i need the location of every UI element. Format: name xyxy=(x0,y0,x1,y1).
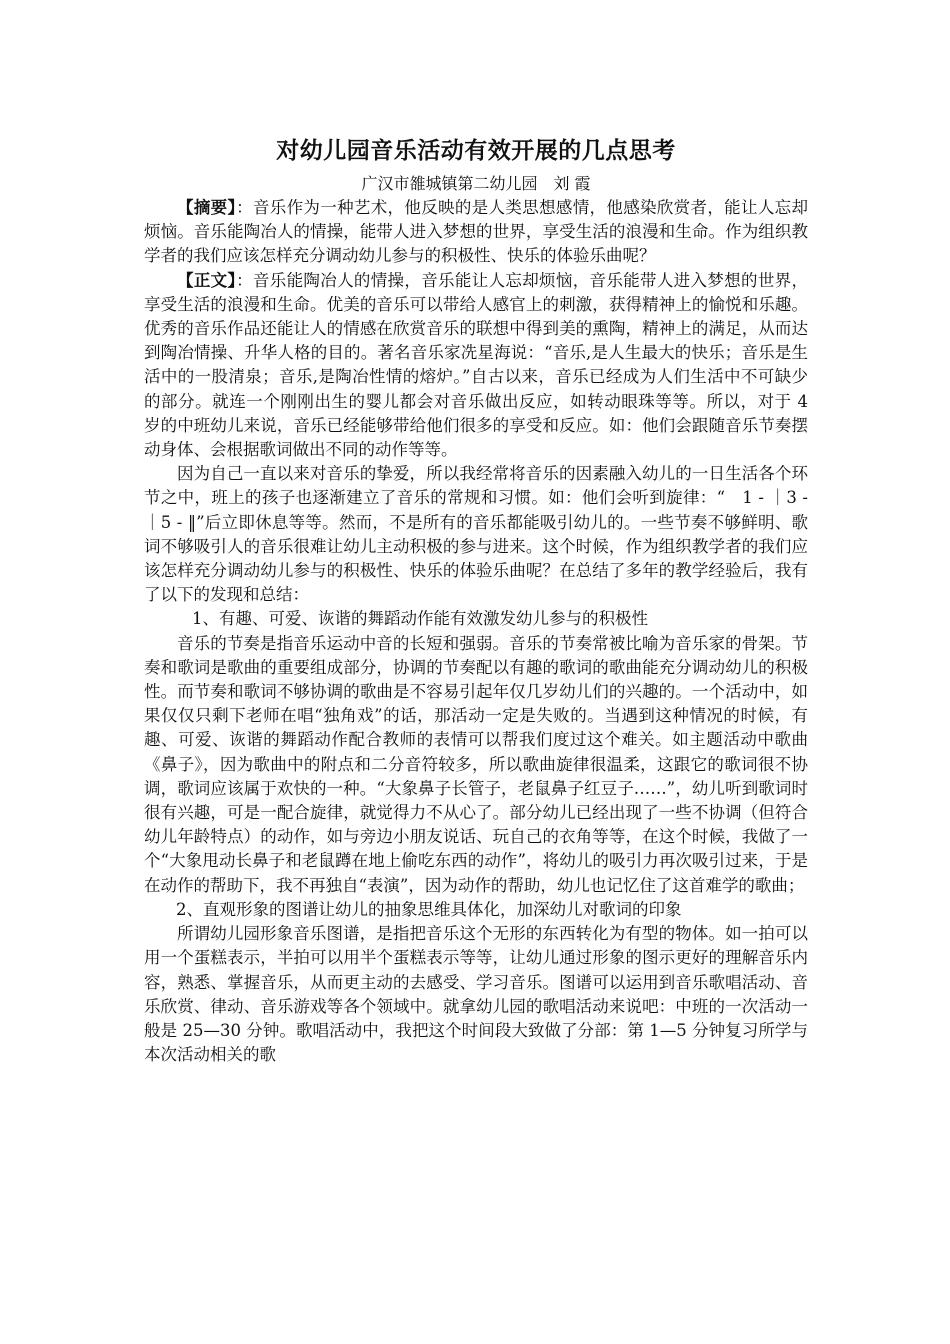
body-label: 【正文】 xyxy=(177,270,237,290)
abstract-label: 【摘要】 xyxy=(177,198,237,217)
paragraph-2: 因为自己一直以来对音乐的挚爱，所以我经常将音乐的因素融入幼儿的一日生活各个环节之中，班上的孩子也逐渐建立了音乐的常规和习惯。如：他们会听到旋律：“ 1 - ｜3 - ｜5 - ‖”后立即休息等等。然而，不是所有的音乐都能吸引幼儿的。一些节奏不够鲜明、歌词不够吸引人的音乐很难让幼儿主动积极的参与进来。这个时候，作为组织教学者的我们应该怎样充分调动幼儿参与的积极性、快乐的体验乐曲呢？在总结了多年的教学经验后，我有了以下的发现和总结： xyxy=(144,464,808,605)
paragraph-3: 音乐的节奏是指音乐运动中音的长短和强弱。音乐的节奏常被比喻为音乐家的骨架。节奏和歌词是歌曲的重要组成部分，协调的节奏配以有趣的歌词的歌曲能充分调动幼儿的积极性。而节奏和歌词不够协调的歌曲是不容易引起年仅几岁幼儿们的兴趣的。一个活动中，如果仅仅只剩下老师在唱“独角戏”的话，那活动一定是失败的。当遇到这种情况的时候，有趣、可爱、诙谐的舞蹈动作配合教师的表情可以帮我们度过这个难关。如主题活动中歌曲《鼻子》，因为歌曲中的附点和二分音符较多，所以歌曲旋律很温柔，这跟它的歌词很不协调，歌词应该属于欢快的一种。“大象鼻子长管子，老鼠鼻子红豆子……”，幼儿听到歌词时很有兴趣，可是一配合旋律，就觉得力不从心了。部分幼儿已经出现了一些不协调（但符合幼儿年龄特点）的动作，如与旁边小朋友说话、玩自己的衣角等等，在这个时候，我做了一个“大象甩动长鼻子和老鼠蹲在地上偷吃东西的动作”，将幼儿的吸引力再次吸引过来，于是在动作的帮助下，我不再独自“表演”，因为动作的帮助，幼儿也记忆住了这首难学的歌曲； xyxy=(144,633,808,895)
section-heading-1: 1、有趣、可爱、诙谐的舞蹈动作能有效激发幼儿参与的积极性 xyxy=(192,609,648,629)
document-title: 对幼儿园音乐活动有效开展的几点思考 xyxy=(276,138,676,164)
paragraph-4: 所谓幼儿园形象音乐图谱，是指把音乐这个无形的东西转化为有型的物体。如一拍可以用一个蛋糕表示，半拍可以用半个蛋糕表示等等，让幼儿通过形象的图示更好的理解音乐内容，熟悉、掌握音乐，从而更主动的去感受、学习音乐。图谱可以运用到音乐歌唱活动、音乐欣赏、律动、音乐游戏等各个领域中。就拿幼儿园的歌唱活动来说吧：中班的一次活动一般是 25—30 分钟。歌唱活动中，我把这个时间段大致做了分部：第 1—5 分钟复习所学与本次活动相关的歌 xyxy=(144,924,808,1065)
author-line: 广汉市雒城镇第二幼儿园 刘 霞 xyxy=(361,174,591,193)
abstract-paragraph xyxy=(144,196,808,269)
body-paragraph xyxy=(144,269,808,463)
body-text: ：音乐能陶冶人的情操，音乐能让人忘却烦恼，音乐能带人进入梦想的世界，享受生活的浪漫和生命。优美的音乐可以带给人感官上的刺激，获得精神上的愉悦和乐趣。优秀的音乐作品还能让人的情感在欣赏音乐的联想中得到美的熏陶，精神上的满足，从而达到陶冶情操、升华人格的目的。著名音乐家冼星海说：“音乐,是人生最大的快乐；音乐是生活中的一股清泉；音乐,是陶冶性情的熔炉。”自古以来，音乐已经成为人们生活中不可缺少的部分。就连一个刚刚出生的婴儿都会对音乐做出反应，如转动眼珠等等。所以，对于 4 岁的中班幼儿来说，音乐已经能够带给他们很多的享受和反应。如：他们会跟随音乐节奏摆动身体、会根据歌词做出不同的动作等等。 xyxy=(144,270,809,460)
abstract-text: ：音乐作为一种艺术，他反映的是人类思想感情，他感染欣赏者，能让人忘却烦恼。音乐能陶冶人的情操，能带人进入梦想的世界，享受生活的浪漫和生命。作为组织教学者的我们应该怎样充分调动幼儿参与的积极性、快乐的体验乐曲呢？ xyxy=(144,198,809,266)
section-heading-2: 2、直观形象的图谱让幼儿的抽象思维具体化，加深幼儿对歌词的印象 xyxy=(176,899,682,919)
